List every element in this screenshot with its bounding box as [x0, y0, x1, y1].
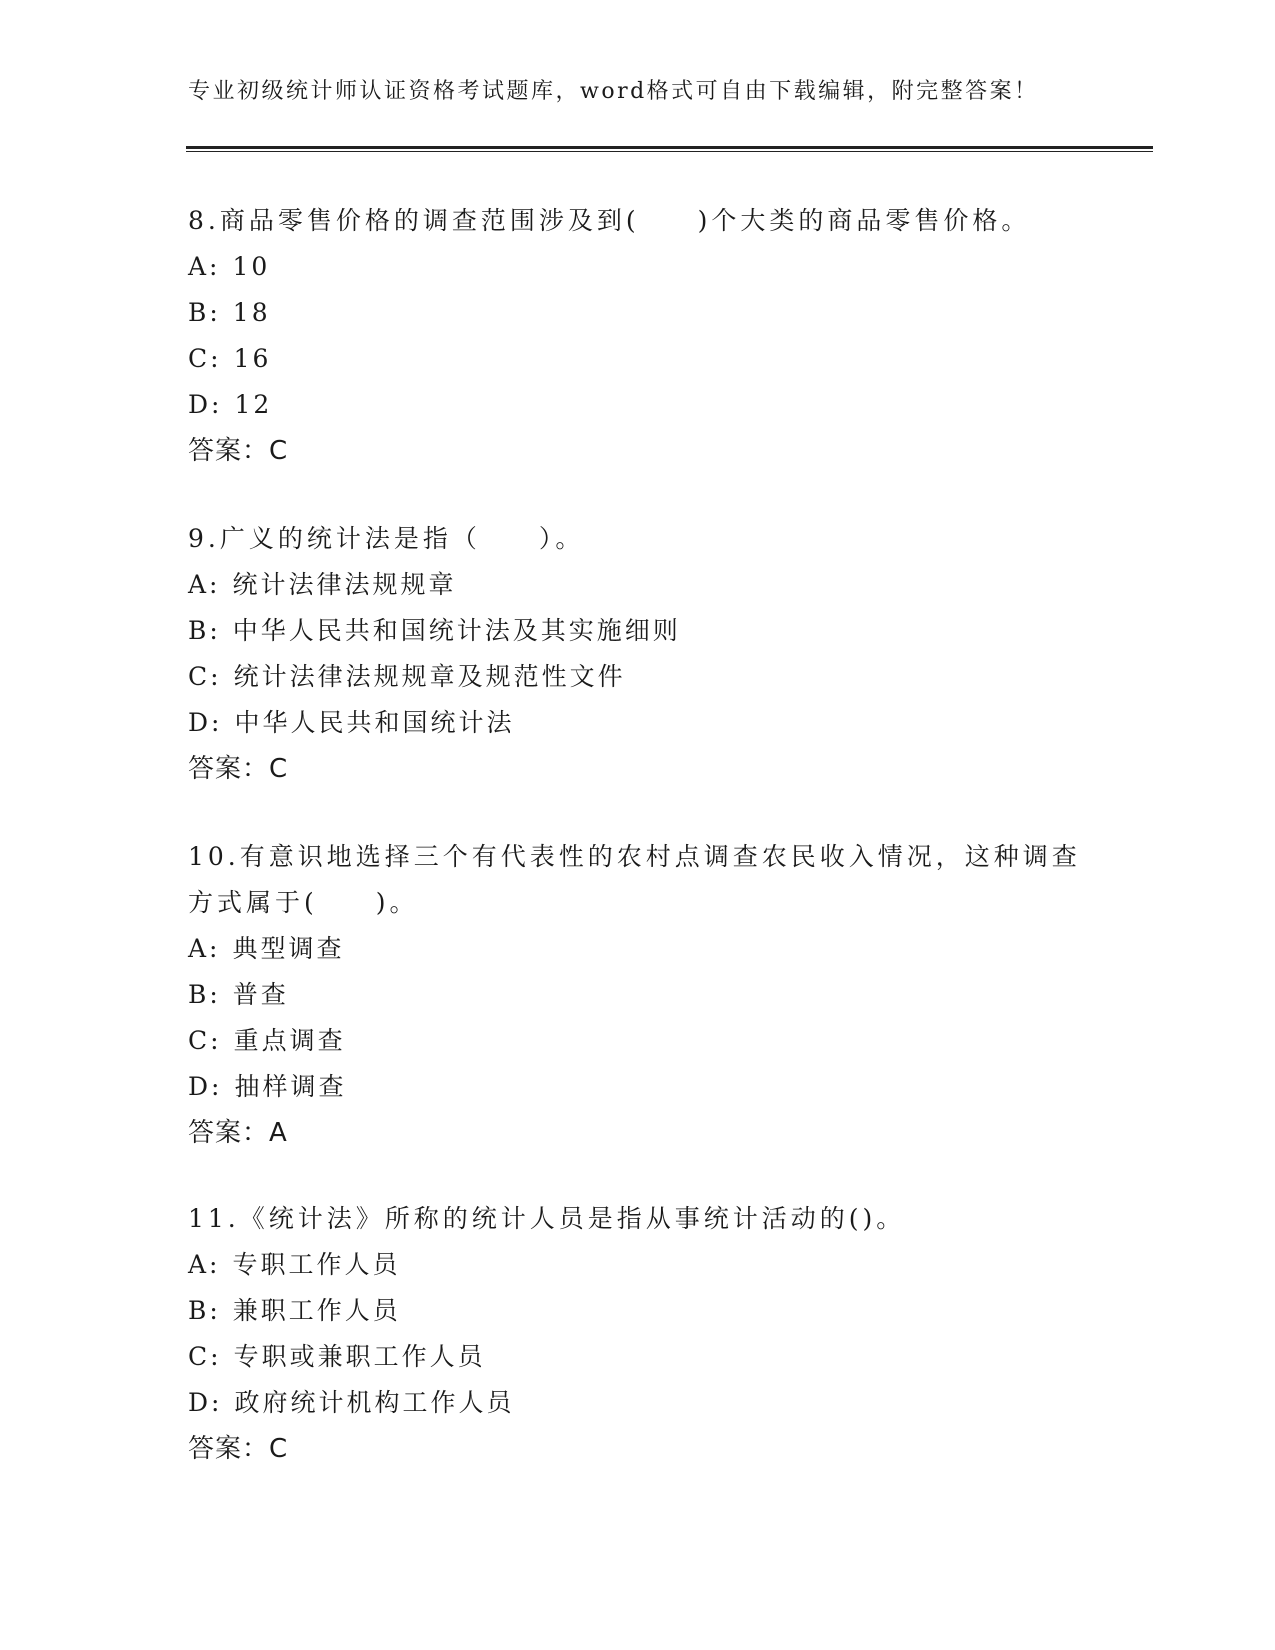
- option-a: [188, 926, 1088, 972]
- question-stem-continued: 方式属于( )。: [188, 888, 419, 917]
- option-b: [188, 1288, 1088, 1334]
- answer-line: 答案：C: [188, 1434, 289, 1464]
- option-text: 专职或兼职工作人员: [233, 1342, 486, 1371]
- option-letter: B:: [188, 616, 221, 645]
- question-10: [188, 834, 1088, 1156]
- option-text: 10: [232, 252, 271, 281]
- option-c: [188, 1334, 1088, 1380]
- option-letter: C:: [188, 344, 222, 373]
- option-letter: C:: [188, 1342, 222, 1371]
- option-letter: A:: [188, 934, 221, 963]
- option-letter: B:: [188, 1296, 221, 1325]
- option-text: 统计法律法规规章: [232, 570, 457, 599]
- option-text: 16: [233, 344, 272, 373]
- option-text: 统计法律法规规章及规范性文件: [233, 662, 626, 691]
- answer-line: 答案：C: [188, 754, 289, 784]
- question-9: [188, 516, 1088, 792]
- option-letter: C:: [188, 662, 222, 691]
- option-letter: B:: [188, 298, 221, 327]
- question-11: [188, 1196, 1088, 1472]
- option-letter: A:: [188, 1250, 221, 1279]
- option-b: [188, 290, 1088, 336]
- page-header: 专业初级统计师认证资格考试题库，word格式可自由下载编辑，附完整答案！: [188, 79, 1039, 104]
- question-stem: 10.有意识地选择三个有代表性的农村点调查农民收入情况，这种调查: [188, 842, 1081, 871]
- option-text: 中华人民共和国统计法及其实施细则: [232, 616, 681, 645]
- question-stem: 11.《统计法》所称的统计人员是指从事统计活动的()。: [188, 1204, 906, 1233]
- header-divider: [186, 146, 1153, 152]
- option-letter: A:: [188, 570, 221, 599]
- option-d: [188, 700, 1088, 746]
- option-text: 18: [232, 298, 271, 327]
- option-text: 兼职工作人员: [232, 1296, 401, 1325]
- option-c: [188, 1018, 1088, 1064]
- question-stem: 9.广义的统计法是指（ ）。: [188, 524, 585, 553]
- option-letter: B:: [188, 980, 221, 1009]
- option-b: [188, 972, 1088, 1018]
- option-text: 重点调查: [233, 1026, 346, 1055]
- option-letter: D:: [188, 708, 223, 737]
- option-text: 普查: [232, 980, 289, 1009]
- option-a: [188, 244, 1088, 290]
- answer-line: 答案：C: [188, 436, 289, 466]
- option-text: 抽样调查: [234, 1072, 347, 1101]
- option-letter: A:: [188, 252, 221, 281]
- option-d: [188, 1064, 1088, 1110]
- option-a: [188, 562, 1088, 608]
- option-text: 政府统计机构工作人员: [234, 1388, 515, 1417]
- option-letter: D:: [188, 1072, 223, 1101]
- option-d: [188, 1380, 1088, 1426]
- question-stem: 8.商品零售价格的调查范围涉及到( )个大类的商品零售价格。: [188, 206, 1031, 235]
- option-letter: C:: [188, 1026, 222, 1055]
- option-letter: D:: [188, 1388, 223, 1417]
- option-text: 12: [234, 390, 273, 419]
- option-text: 专职工作人员: [232, 1250, 401, 1279]
- option-letter: D:: [188, 390, 223, 419]
- option-text: 中华人民共和国统计法: [234, 708, 515, 737]
- option-d: [188, 382, 1088, 428]
- option-a: [188, 1242, 1088, 1288]
- option-c: [188, 654, 1088, 700]
- option-c: [188, 336, 1088, 382]
- answer-line: 答案：A: [188, 1118, 288, 1148]
- option-b: [188, 608, 1088, 654]
- option-text: 典型调查: [232, 934, 345, 963]
- question-8: [188, 198, 1088, 474]
